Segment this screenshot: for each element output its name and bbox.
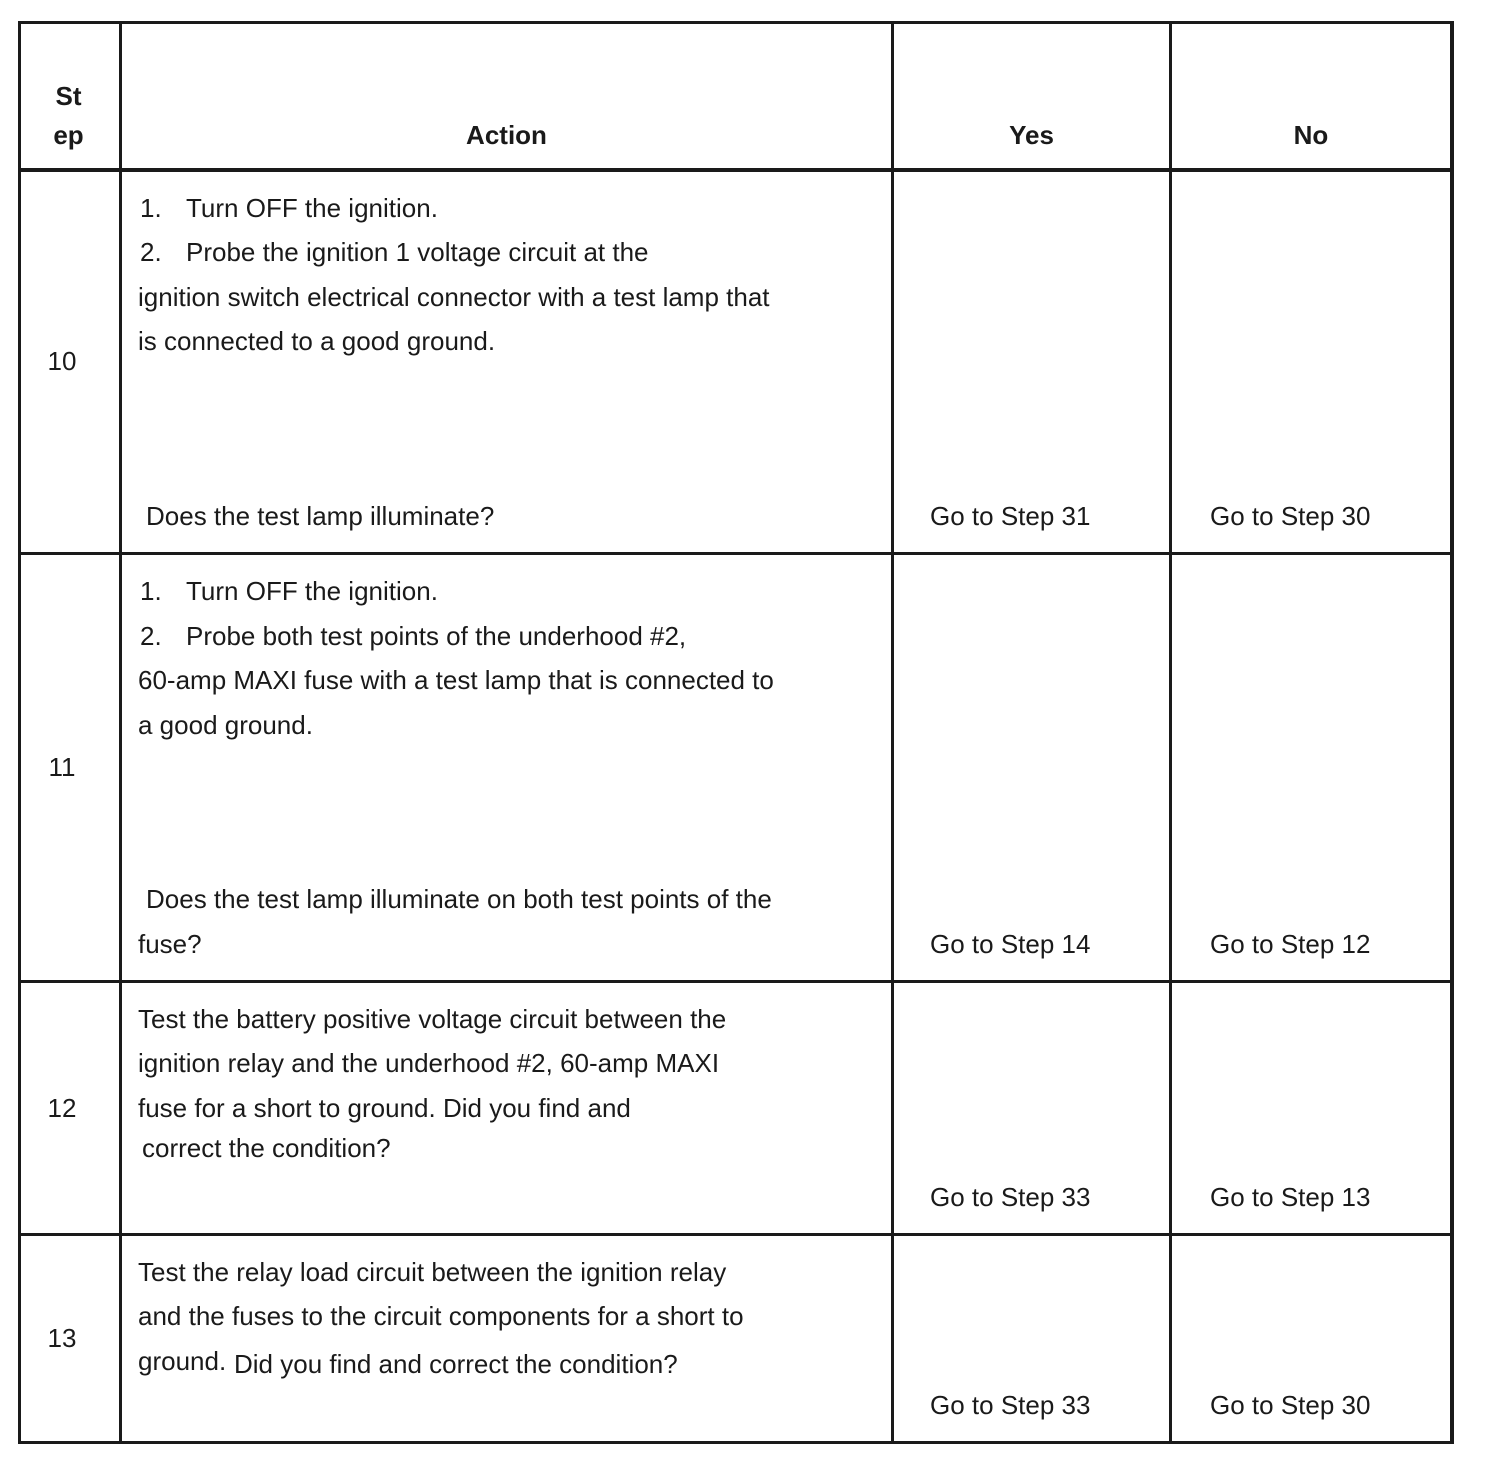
item-text: Turn OFF the ignition. xyxy=(186,576,438,606)
header-action: Action xyxy=(466,120,547,150)
action-question: fuse? xyxy=(138,929,202,959)
no-result: Go to Step 30 xyxy=(1210,501,1371,531)
item-number: 1. xyxy=(140,193,162,223)
action-text: ground. xyxy=(138,1346,227,1376)
header-yes: Yes xyxy=(1009,120,1054,150)
yes-result: Go to Step 14 xyxy=(930,929,1091,959)
yes-result: Go to Step 31 xyxy=(930,501,1091,531)
diagnostic-table xyxy=(18,21,1454,1444)
item-number: 2. xyxy=(140,621,162,651)
action-text: and the fuses to the circuit components for a short to xyxy=(138,1301,744,1331)
step-number: 10 xyxy=(47,346,77,376)
item-text: Probe both test points of the underhood #2, xyxy=(186,621,687,651)
yes-result: Go to Step 33 xyxy=(930,1182,1091,1212)
column-divider-step xyxy=(119,21,122,1444)
row-divider xyxy=(18,980,1454,983)
no-result: Go to Step 13 xyxy=(1210,1182,1371,1212)
yes-result: Go to Step 33 xyxy=(930,1390,1091,1420)
table-border-left xyxy=(18,21,21,1444)
no-result: Go to Step 30 xyxy=(1210,1390,1371,1420)
header-divider xyxy=(18,168,1454,172)
action-text: a good ground. xyxy=(138,710,313,740)
table-border-top xyxy=(18,21,1454,24)
action-question: Did you find and correct the condition? xyxy=(234,1349,678,1379)
column-divider-action xyxy=(891,21,894,1444)
item-number: 1. xyxy=(140,576,162,606)
action-text: ignition relay and the underhood #2, 60-amp MAXI xyxy=(138,1048,720,1078)
step-number: 12 xyxy=(47,1093,77,1123)
action-text: ignition switch electrical connector with a test lamp that xyxy=(138,282,770,312)
action-text: 60-amp MAXI fuse with a test lamp that is connected to xyxy=(138,665,774,695)
action-question: Does the test lamp illuminate? xyxy=(146,501,495,531)
header-no: No xyxy=(1293,120,1329,150)
row-divider xyxy=(18,552,1454,555)
table-border-bottom xyxy=(18,1441,1454,1444)
item-text: Turn OFF the ignition. xyxy=(186,193,438,223)
action-question: correct the condition? xyxy=(142,1133,391,1163)
header-step-2: ep xyxy=(53,120,84,150)
item-number: 2. xyxy=(140,237,162,267)
action-text: Test the battery positive voltage circuit between the xyxy=(138,1004,727,1034)
table-border-right xyxy=(1450,21,1454,1444)
action-text: Test the relay load circuit between the ignition relay xyxy=(138,1257,727,1287)
row-divider xyxy=(18,1233,1454,1236)
item-text: Probe the ignition 1 voltage circuit at the xyxy=(186,237,649,267)
step-number: 13 xyxy=(47,1323,77,1353)
action-text: fuse for a short to ground. Did you find and xyxy=(138,1093,631,1123)
header-step-1: St xyxy=(55,81,82,111)
action-question: Does the test lamp illuminate on both test points of the xyxy=(146,884,772,914)
step-number: 11 xyxy=(48,752,76,782)
action-text: is connected to a good ground. xyxy=(138,326,496,356)
no-result: Go to Step 12 xyxy=(1210,929,1371,959)
column-divider-yes xyxy=(1169,21,1172,1444)
